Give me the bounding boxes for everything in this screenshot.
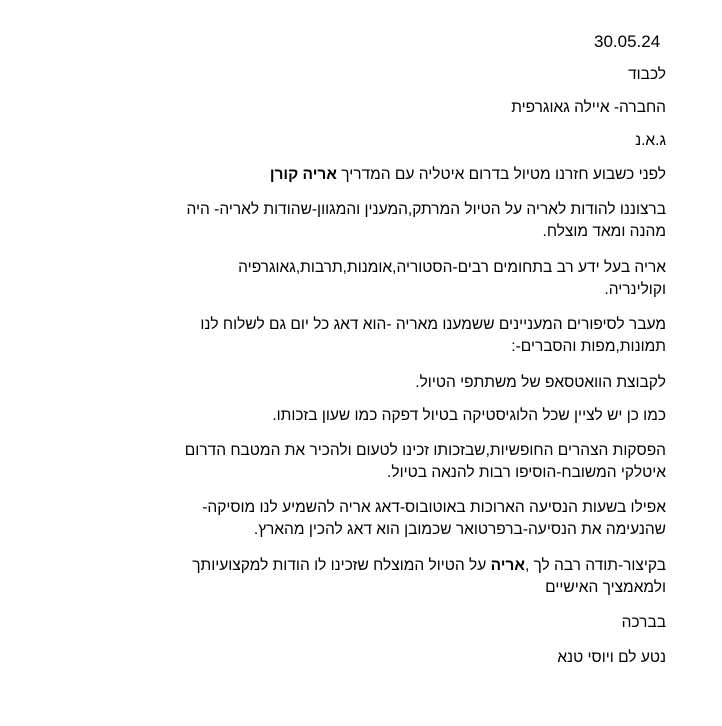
paragraph-line: מעבר לסיפורים המעניינים ששמענו מאריה -הוא דאג כל יום גם לשלוח לנו	[200, 316, 666, 333]
paragraph-closing	[106, 555, 666, 599]
paragraph-line	[106, 555, 666, 577]
letter-date: 30.05.24	[594, 32, 661, 51]
paragraph-line: הפסקות הצהרים החופשיות,שבזכותו זכינו לטעום ולהכיר את המטבח הדרום	[184, 442, 666, 459]
paragraph-whatsapp: לקבוצת הוואטסאפ של משתתפי הטיול.	[415, 374, 666, 391]
paragraph-stories	[106, 314, 666, 358]
paragraph-logistics: כמו כן יש לציין שכל הלוגיסטיקה בטיול דפקה כמו שעון בזכותו.	[272, 407, 666, 424]
paragraph-line: ולמאמציך האישיים	[545, 579, 666, 596]
paragraph-lunch-breaks	[106, 440, 666, 484]
paragraph-line: אפילו בשעות הנסיעה הארוכות באוטובוס-דאג אריה להשמיע לנו מוסיקה-	[202, 499, 666, 516]
paragraph-line: ברצוננו להודות לאריה על הטיול המרתק,המענין והמגוון-שהודות לאריה- היה	[186, 201, 666, 218]
intro-text: לפני כשבוע חזרנו מטיול בדרום איטליה עם המדריך	[341, 166, 666, 183]
paragraph-line: תמונות,מפות והסברים-:	[511, 338, 666, 355]
paragraph-thanks	[106, 199, 666, 243]
paragraph-bus-music	[106, 497, 666, 541]
company-line: החברה- איילה גאוגרפית	[511, 99, 666, 116]
closing-text-end: על הטיול המוצלח שזכינו לו הודות למקצועיותך	[192, 557, 491, 574]
paragraph-line: אריה בעל ידע רב בתחומים רבים-הסטוריה,אומנות,תרבות,גאוגרפיה	[238, 259, 666, 276]
closing-guide-name: אריה	[490, 557, 525, 574]
intro-paragraph	[106, 164, 666, 186]
paragraph-knowledge	[106, 257, 666, 301]
paragraph-line: מהנה ומאד מוצלח.	[542, 223, 666, 240]
paragraph-line: שהנעימה את הנסיעה-ברפרטואר שכמובן הוא דאג להכין מהארץ.	[253, 521, 666, 538]
paragraph-line: איטלקי המשובח-הוסיפו רבות להנאה בטיול.	[387, 464, 666, 481]
signature: נטע לם ויוסי טנא	[557, 649, 666, 666]
paragraph-line: וקולינריה.	[604, 281, 666, 298]
salutation: לכבוד	[628, 66, 666, 83]
guide-name: אריה קורן	[269, 166, 337, 183]
sign-off: בברכה	[621, 614, 666, 631]
closing-text-start: בקיצור-תודה רבה לך ,	[524, 557, 666, 574]
abbreviation-line: ג.א.נ	[635, 132, 666, 149]
